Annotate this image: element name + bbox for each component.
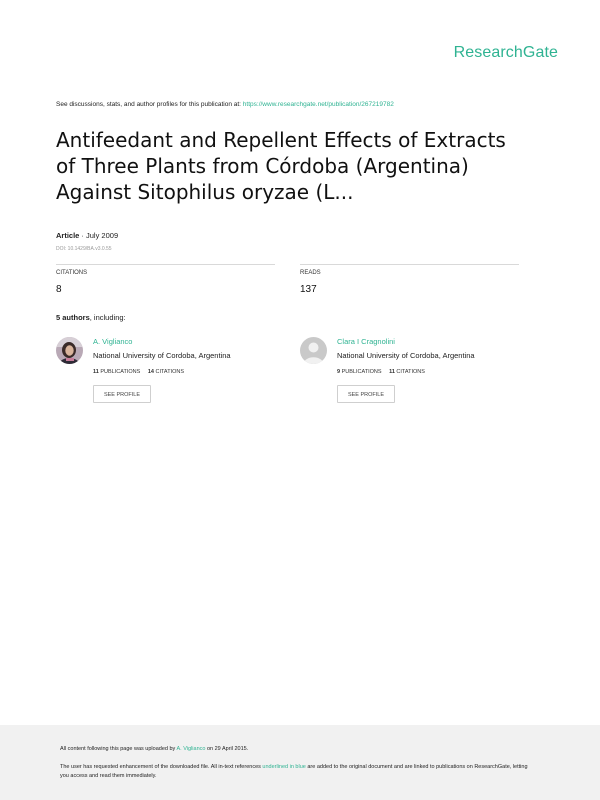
- upload-note-text: All content following this page was uploaded by: [60, 746, 177, 752]
- author-citations-label: CITATIONS: [155, 369, 185, 375]
- citations-value: 8: [56, 284, 62, 295]
- publication-link[interactable]: https://www.researchgate.net/publication/267219782: [242, 101, 394, 108]
- publication-type: Article: [56, 231, 80, 240]
- upload-note-date: on 29 April 2015.: [205, 746, 249, 752]
- author-stats: [337, 369, 425, 375]
- publications-label: PUBLICATIONS: [100, 369, 141, 375]
- see-profile-button[interactable]: SEE PROFILE: [93, 385, 151, 403]
- see-profile-button[interactable]: SEE PROFILE: [337, 385, 395, 403]
- citations-divider: [56, 264, 275, 265]
- upload-note: [60, 745, 530, 754]
- enhancement-note: [60, 763, 530, 780]
- publications-count: 11: [93, 369, 99, 375]
- citations-label: CITATIONS: [56, 270, 88, 276]
- publication-meta: [56, 231, 118, 240]
- reads-label: READS: [300, 270, 321, 276]
- underlined-link[interactable]: underlined in blue: [262, 764, 306, 770]
- meta-separator: ·: [79, 231, 87, 240]
- reads-value: 137: [300, 284, 317, 295]
- publication-date: July 2009: [86, 231, 119, 240]
- publication-title: Antifeedant and Repellent Effects of Extracts of Three Plants from Córdoba (Argentina) Against Sitophilus oryzae (L...: [56, 128, 506, 204]
- publications-count: 9: [337, 369, 341, 375]
- author-stats: [93, 369, 184, 375]
- uploader-link[interactable]: A. Viglianco: [176, 746, 206, 752]
- author-avatar[interactable]: [56, 337, 83, 364]
- enhancement-note-rest: are added to the original document and are linked to publications on ResearchGate, letting you access and read them immediately.: [60, 764, 528, 779]
- author-citations-count: 14: [147, 369, 154, 375]
- intro-text: See discussions, stats, and author profiles for this publication at:: [56, 101, 243, 108]
- authors-count: 5 authors: [56, 313, 90, 322]
- reads-divider: [300, 264, 519, 265]
- author-photo-icon: [56, 337, 83, 364]
- enhancement-note-text: The user has requested enhancement of the downloaded file. All in-text references: [60, 764, 263, 770]
- intro-line: [56, 101, 394, 108]
- publications-label: PUBLICATIONS: [341, 369, 382, 375]
- author-name[interactable]: Clara I Cragnolini: [337, 337, 395, 346]
- publication-doi: DOI: 10.1429/BA.v3.0.55: [56, 246, 112, 252]
- author-name[interactable]: A. Viglianco: [93, 337, 133, 346]
- author-institution: National University of Cordoba, Argentina: [337, 351, 475, 360]
- author-institution: National University of Cordoba, Argentina: [93, 351, 231, 360]
- author-avatar[interactable]: [300, 337, 327, 364]
- researchgate-logo[interactable]: ResearchGate: [453, 44, 558, 61]
- authors-heading-rest: , including:: [89, 313, 126, 322]
- author-citations-count: 11: [389, 369, 395, 375]
- footer: [0, 725, 600, 800]
- author-citations-label: CITATIONS: [396, 369, 425, 375]
- default-user-icon: [300, 337, 327, 364]
- authors-heading: [56, 313, 126, 322]
